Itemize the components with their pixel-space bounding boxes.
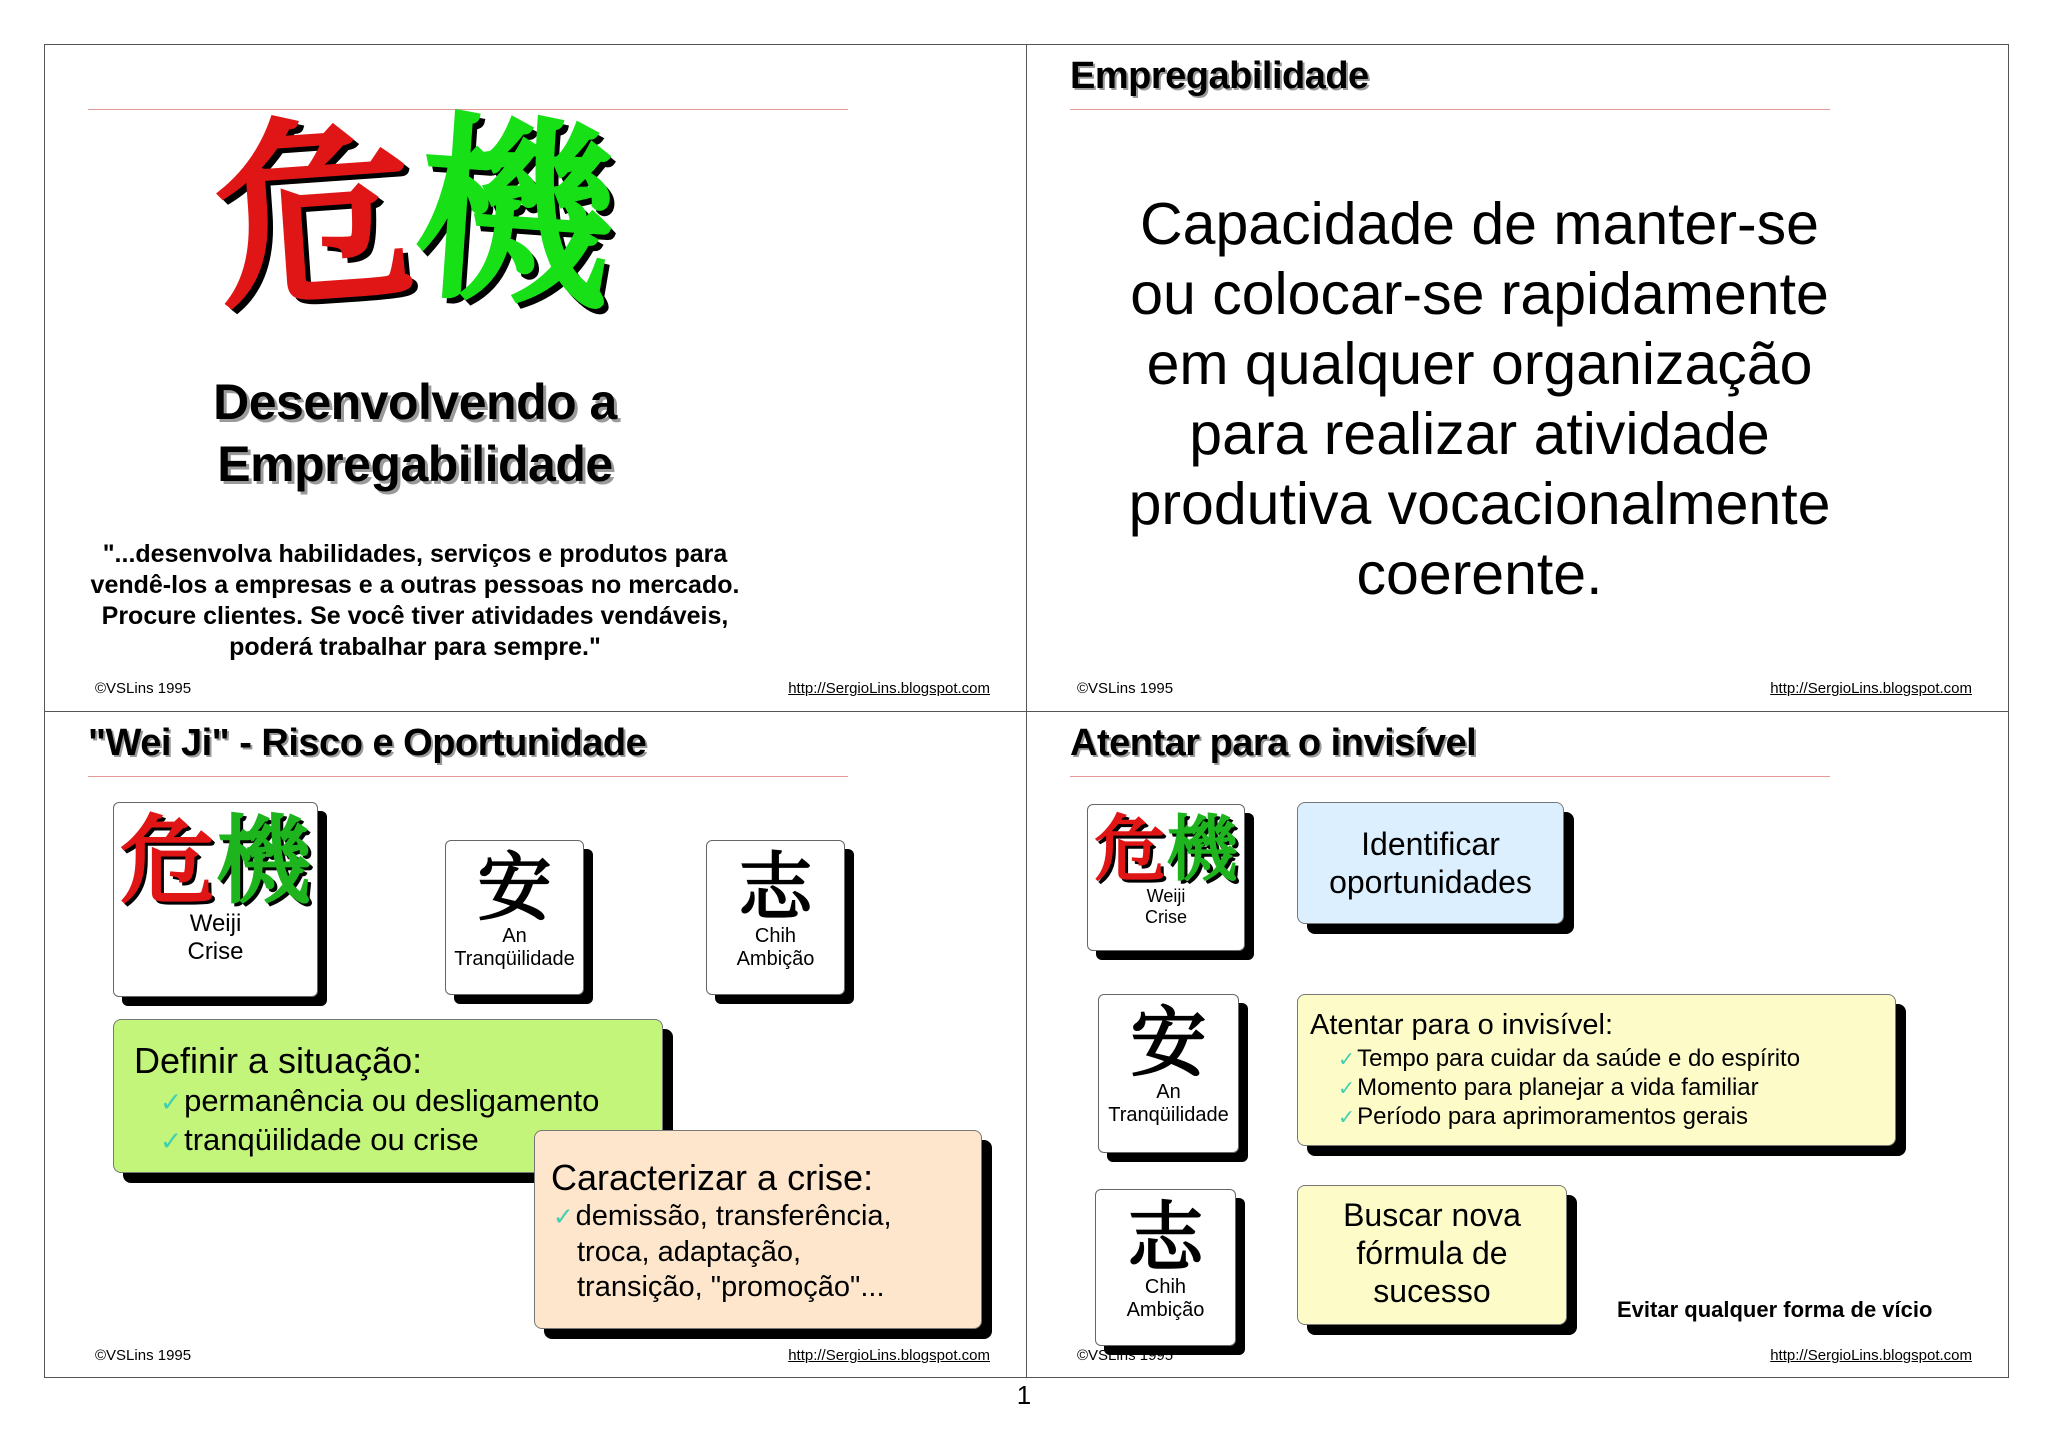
list-item: ✓tranqüilidade ou crise: [160, 1122, 479, 1157]
card-an: [1098, 994, 1239, 1153]
card-chih: [1095, 1189, 1236, 1346]
kanji-an: 安: [1130, 998, 1207, 1087]
slide-title: Atentar para o invisível: [1070, 722, 1477, 764]
box-list: [553, 1199, 892, 1305]
title-line-1: Desenvolvendo a: [213, 374, 617, 430]
slide-2: [1027, 45, 2008, 712]
kanji-wei: 危: [119, 804, 216, 917]
note-text: Evitar qualquer forma de vício: [1617, 1297, 1933, 1322]
copyright: ©VSLins 1995: [95, 1347, 192, 1364]
box-heading: Atentar para o invisível:: [1310, 1009, 1614, 1041]
definition-line: Capacidade de manter-se: [1140, 191, 1819, 257]
list-item: transição, "promoção"...: [577, 1271, 885, 1303]
box-line: Identificar: [1361, 826, 1500, 862]
blog-link[interactable]: http://SergioLins.blogspot.com: [788, 680, 990, 697]
card-label: Chih: [1144, 1276, 1187, 1298]
card-weiji: [1087, 804, 1245, 951]
card-label: Ambição: [1126, 1299, 1205, 1321]
definition-line: produtiva vocacionalmente: [1128, 471, 1831, 537]
check-icon: ✓: [1338, 1078, 1356, 1100]
copyright: ©VSLins 1995: [1077, 680, 1174, 697]
card-chih: [706, 840, 845, 995]
box-buscar: [1297, 1185, 1567, 1325]
list-item: ✓demissão, transferência,: [553, 1200, 892, 1232]
card-label: Crise: [187, 937, 244, 965]
definition-line: coerente.: [1356, 541, 1603, 607]
quote: [45, 539, 910, 663]
list-item: ✓permanência ou desligamento: [160, 1083, 600, 1118]
card-label: An: [1156, 1081, 1181, 1103]
card-weiji: [113, 802, 318, 997]
kanji-wei: 危: [206, 90, 423, 339]
quote-line: "...desenvolva habilidades, serviços e produtos para: [102, 540, 728, 568]
card-label: Weiji: [1146, 886, 1186, 906]
definition-text: [1027, 189, 1932, 609]
definition-line: ou colocar-se rapidamente: [1130, 261, 1829, 327]
card-label: Chih: [754, 925, 797, 947]
copyright: ©VSLins 1995: [1077, 1347, 1174, 1364]
definition-line: em qualquer organização: [1146, 331, 1813, 397]
box-list: [1338, 1045, 1800, 1132]
card-label: Tranqüilidade: [1108, 1104, 1229, 1126]
list-item: ✓Período para aprimoramentos gerais: [1338, 1103, 1748, 1130]
kanji-ji: 機: [1166, 806, 1239, 891]
box-line: fórmula de: [1356, 1235, 1508, 1271]
slide-title: "Wei Ji" - Risco e Oportunidade: [88, 722, 647, 764]
slide-3: [45, 712, 1027, 1378]
title-rule: [88, 776, 848, 777]
check-icon: ✓: [160, 1087, 183, 1117]
kanji-an: 安: [477, 845, 552, 931]
check-icon: ✓: [553, 1204, 574, 1231]
box-caracterizar-crise: [534, 1130, 982, 1329]
blog-link[interactable]: http://SergioLins.blogspot.com: [1770, 680, 1972, 697]
weiji-kanji-large: [45, 90, 785, 339]
title-rule: [1070, 109, 1830, 110]
kanji-ji: 機: [215, 804, 312, 917]
slide-4: [1027, 712, 2008, 1378]
box-line: Buscar nova: [1343, 1197, 1521, 1233]
slide-title: Empregabilidade: [1070, 55, 1369, 97]
list-item: ✓Momento para planejar a vida familiar: [1338, 1074, 1759, 1101]
list-item: troca, adaptação,: [577, 1236, 802, 1268]
box-line: sucesso: [1373, 1273, 1491, 1309]
kanji-ji: 機: [407, 90, 624, 339]
kanji-wei: 危: [1093, 806, 1166, 891]
blog-link[interactable]: http://SergioLins.blogspot.com: [788, 1347, 990, 1364]
handout-sheet: [44, 44, 2009, 1378]
card-label: Tranqüilidade: [454, 948, 575, 970]
check-icon: ✓: [1338, 1049, 1356, 1071]
quote-line: poderá trabalhar para sempre.": [229, 633, 601, 661]
slide-1-title: [45, 371, 910, 495]
box-heading: Definir a situação:: [134, 1040, 423, 1081]
title-line-2: Empregabilidade: [217, 436, 613, 492]
copyright: ©VSLins 1995: [95, 680, 192, 697]
quote-line: Procure clientes. Se você tiver atividades vendáveis,: [101, 602, 729, 630]
box-line: oportunidades: [1329, 864, 1532, 900]
page-number: 1: [1016, 1380, 1032, 1410]
card-label: Ambição: [736, 948, 815, 970]
check-icon: ✓: [1338, 1107, 1356, 1129]
slide-1: [45, 45, 1027, 712]
definition-line: para realizar atividade: [1189, 401, 1770, 467]
box-atentar: [1297, 994, 1896, 1146]
quote-line: vendê-los a empresas e a outras pessoas no mercado.: [90, 571, 740, 599]
check-icon: ✓: [160, 1126, 183, 1156]
kanji-chih: 志: [1127, 1193, 1204, 1282]
list-item: ✓Tempo para cuidar da saúde e do espírito: [1338, 1045, 1801, 1072]
title-rule: [1070, 776, 1830, 777]
card-an: [445, 840, 584, 995]
card-label: Crise: [1144, 906, 1187, 927]
blog-link[interactable]: http://SergioLins.blogspot.com: [1770, 1347, 1972, 1364]
card-label: An: [502, 925, 527, 947]
card-label: Weiji: [189, 910, 242, 937]
kanji-chih: 志: [738, 845, 813, 931]
box-identificar: [1297, 802, 1564, 924]
box-heading: Caracterizar a crise:: [551, 1157, 874, 1198]
